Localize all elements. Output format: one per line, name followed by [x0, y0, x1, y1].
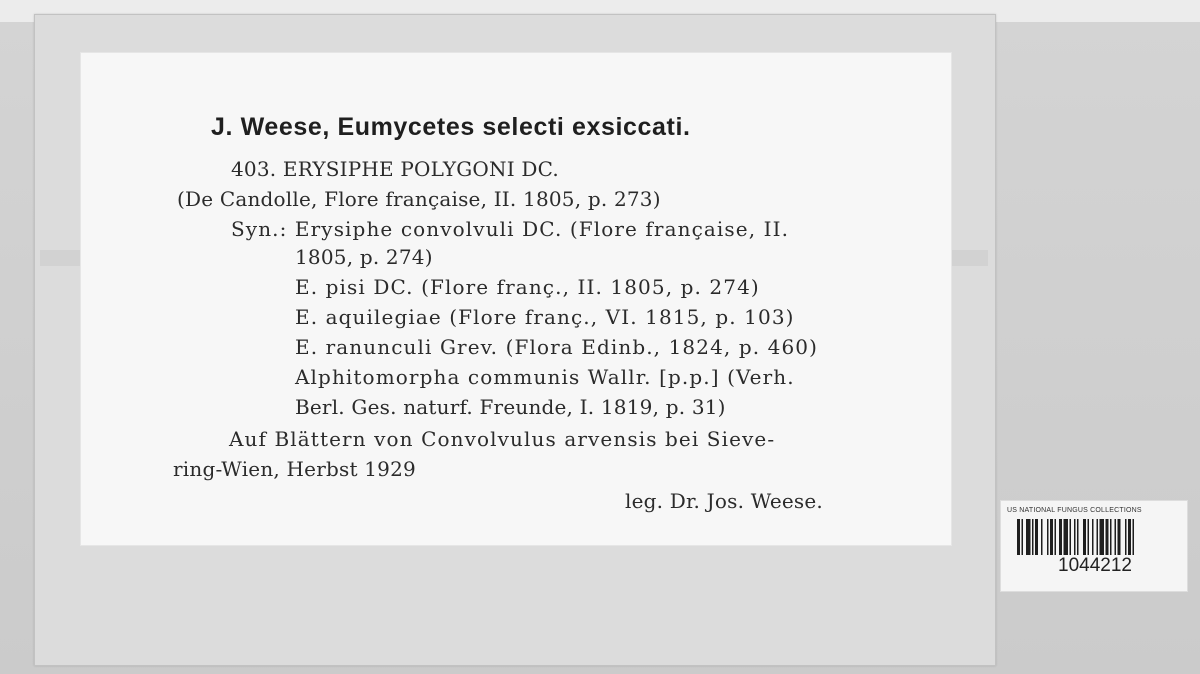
label-collector-line: leg. Dr. Jos. Weese. [625, 489, 823, 513]
label-citation-line: (De Candolle, Flore française, II. 1805, p. 273) [177, 187, 661, 211]
label-synonym-line: E. ranunculi Grev. (Flora Edinb., 1824, p. 460) [295, 335, 819, 359]
label-synonym-line: Syn.: Erysiphe convolvuli DC. (Flore française, II. [231, 217, 790, 241]
label-locality-line: Auf Blättern von Convolvulus arvensis bei Sieve- [229, 427, 776, 451]
barcode-icon [1017, 519, 1173, 555]
label-species-line: 403. ERYSIPHE POLYGONI DC. [231, 157, 559, 181]
label-synonym-line: 1805, p. 274) [295, 245, 433, 269]
exsiccata-label [80, 52, 952, 546]
label-synonym-line: Alphitomorpha communis Wallr. [p.p.] (Verh. [295, 365, 795, 389]
label-synonym-line: E. pisi DC. (Flore franç., II. 1805, p. 274) [295, 275, 760, 299]
label-heading: J. Weese, Eumycetes selecti exsiccati. [211, 113, 691, 141]
label-locality-line: ring-Wien, Herbst 1929 [173, 457, 416, 481]
label-synonym-line: E. aquilegiae (Flore franç., VI. 1815, p. 103) [295, 305, 795, 329]
label-synonym-line: Berl. Ges. naturf. Freunde, I. 1819, p. 31) [295, 395, 726, 419]
barcode-title: US NATIONAL FUNGUS COLLECTIONS [1007, 507, 1142, 514]
barcode-label [1000, 500, 1188, 592]
barcode-number: 1044212 [1058, 555, 1132, 576]
